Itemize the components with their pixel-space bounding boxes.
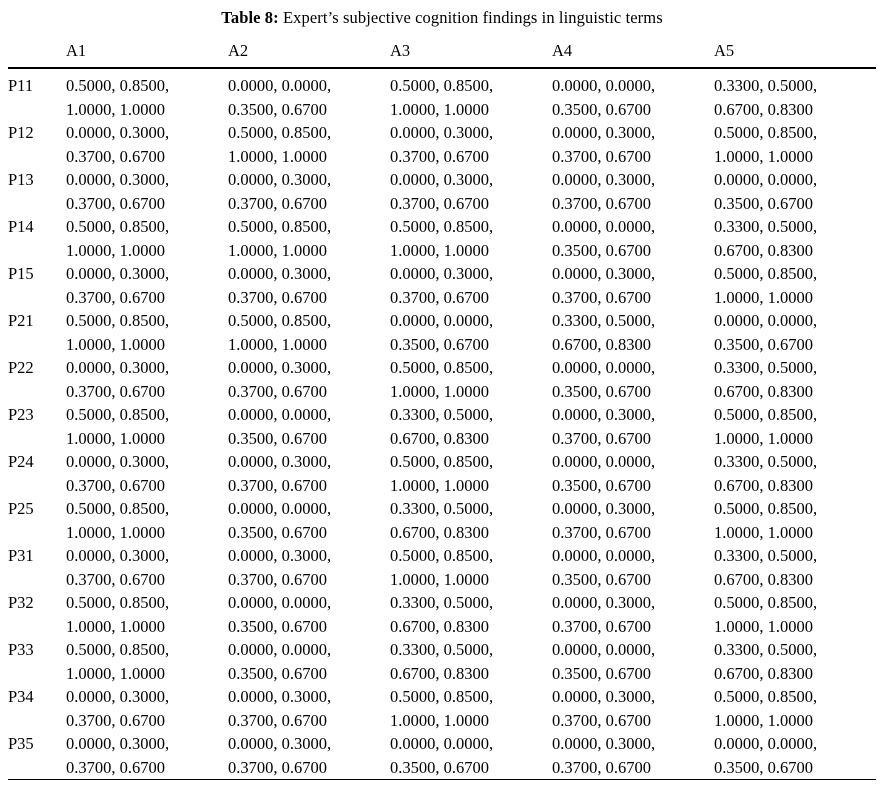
cell-a5: 0.3300, 0.5000, 0.6700, 0.8300 (714, 546, 818, 589)
cell-a3: 0.3300, 0.5000, 0.6700, 0.8300 (390, 640, 494, 683)
cell-a4: 0.0000, 0.0000, 0.3500, 0.6700 (552, 452, 656, 495)
row-label: P12 (8, 123, 34, 142)
row-label: P33 (8, 640, 34, 659)
cell-a4: 0.0000, 0.3000, 0.3700, 0.6700 (552, 405, 656, 448)
row-label: P21 (8, 311, 34, 330)
column-header-a2: A2 (228, 41, 249, 60)
cell-a1: 0.0000, 0.3000, 0.3700, 0.6700 (66, 264, 170, 307)
cell-a1: 0.0000, 0.3000, 0.3700, 0.6700 (66, 123, 170, 166)
cell-a3: 0.5000, 0.8500, 1.0000, 1.0000 (390, 687, 494, 730)
cell-a4: 0.0000, 0.0000, 0.3500, 0.6700 (552, 76, 656, 119)
cell-a1: 0.0000, 0.3000, 0.3700, 0.6700 (66, 687, 170, 730)
cell-a5: 0.3300, 0.5000, 0.6700, 0.8300 (714, 640, 818, 683)
cell-a4: 0.0000, 0.0000, 0.3500, 0.6700 (552, 358, 656, 401)
cell-a2: 0.0000, 0.3000, 0.3700, 0.6700 (228, 687, 332, 730)
table-caption-text: Expert’s subjective cognition findings in linguistic terms (282, 8, 663, 27)
row-label: P11 (8, 76, 34, 95)
cell-a4: 0.0000, 0.3000, 0.3700, 0.6700 (552, 499, 656, 542)
cell-a4: 0.0000, 0.3000, 0.3700, 0.6700 (552, 264, 656, 307)
cell-a2: 0.0000, 0.3000, 0.3700, 0.6700 (228, 734, 332, 777)
cell-a3: 0.5000, 0.8500, 1.0000, 1.0000 (390, 452, 494, 495)
cell-a3: 0.0000, 0.0000, 0.3500, 0.6700 (390, 734, 494, 777)
cell-a2: 0.0000, 0.0000, 0.3500, 0.6700 (228, 405, 332, 448)
cell-a2: 0.0000, 0.3000, 0.3700, 0.6700 (228, 546, 332, 589)
table-row (8, 638, 876, 685)
column-header-a4: A4 (552, 41, 573, 60)
table-row (8, 121, 876, 168)
table-caption-label: Table 8: (221, 8, 279, 27)
column-header-a1: A1 (66, 41, 87, 60)
cell-a2: 0.5000, 0.8500, 1.0000, 1.0000 (228, 123, 332, 166)
row-label: P25 (8, 499, 34, 518)
cell-a1: 0.5000, 0.8500, 1.0000, 1.0000 (66, 311, 170, 354)
cell-a3: 0.3300, 0.5000, 0.6700, 0.8300 (390, 499, 494, 542)
cell-a5: 0.5000, 0.8500, 1.0000, 1.0000 (714, 499, 818, 542)
cell-a5: 0.5000, 0.8500, 1.0000, 1.0000 (714, 593, 818, 636)
cell-a1: 0.5000, 0.8500, 1.0000, 1.0000 (66, 640, 170, 683)
cell-a5: 0.0000, 0.0000, 0.3500, 0.6700 (714, 170, 818, 213)
row-label: P15 (8, 264, 34, 283)
table-row (8, 497, 876, 544)
column-header-a5: A5 (714, 41, 735, 60)
cell-a5: 0.5000, 0.8500, 1.0000, 1.0000 (714, 264, 818, 307)
cell-a1: 0.0000, 0.3000, 0.3700, 0.6700 (66, 546, 170, 589)
cell-a1: 0.5000, 0.8500, 1.0000, 1.0000 (66, 593, 170, 636)
cell-a2: 0.0000, 0.0000, 0.3500, 0.6700 (228, 499, 332, 542)
cell-a3: 0.3300, 0.5000, 0.6700, 0.8300 (390, 405, 494, 448)
cell-a1: 0.5000, 0.8500, 1.0000, 1.0000 (66, 499, 170, 542)
cell-a4: 0.0000, 0.0000, 0.3500, 0.6700 (552, 640, 656, 683)
table-row (8, 732, 876, 780)
cell-a5: 0.5000, 0.8500, 1.0000, 1.0000 (714, 687, 818, 730)
cell-a5: 0.0000, 0.0000, 0.3500, 0.6700 (714, 734, 818, 777)
cell-a3: 0.5000, 0.8500, 1.0000, 1.0000 (390, 358, 494, 401)
cell-a3: 0.0000, 0.3000, 0.3700, 0.6700 (390, 170, 494, 213)
row-label: P32 (8, 593, 34, 612)
cell-a1: 0.5000, 0.8500, 1.0000, 1.0000 (66, 217, 170, 260)
cell-a3: 0.0000, 0.3000, 0.3700, 0.6700 (390, 123, 494, 166)
cell-a2: 0.0000, 0.3000, 0.3700, 0.6700 (228, 170, 332, 213)
cell-a3: 0.3300, 0.5000, 0.6700, 0.8300 (390, 593, 494, 636)
cell-a5: 0.3300, 0.5000, 0.6700, 0.8300 (714, 217, 818, 260)
table-caption (8, 8, 876, 28)
table-row (8, 262, 876, 309)
cell-a4: 0.0000, 0.0000, 0.3500, 0.6700 (552, 546, 656, 589)
cell-a4: 0.0000, 0.0000, 0.3500, 0.6700 (552, 217, 656, 260)
row-label: P13 (8, 170, 34, 189)
header-row (8, 36, 876, 68)
cell-a1: 0.5000, 0.8500, 1.0000, 1.0000 (66, 405, 170, 448)
cell-a1: 0.0000, 0.3000, 0.3700, 0.6700 (66, 452, 170, 495)
cell-a5: 0.3300, 0.5000, 0.6700, 0.8300 (714, 452, 818, 495)
cell-a3: 0.0000, 0.3000, 0.3700, 0.6700 (390, 264, 494, 307)
cell-a5: 0.0000, 0.0000, 0.3500, 0.6700 (714, 311, 818, 354)
cell-a5: 0.3300, 0.5000, 0.6700, 0.8300 (714, 358, 818, 401)
cell-a4: 0.3300, 0.5000, 0.6700, 0.8300 (552, 311, 656, 354)
cell-a2: 0.0000, 0.3000, 0.3700, 0.6700 (228, 264, 332, 307)
cell-a5: 0.5000, 0.8500, 1.0000, 1.0000 (714, 123, 818, 166)
cell-a4: 0.0000, 0.3000, 0.3700, 0.6700 (552, 687, 656, 730)
table-row (8, 74, 876, 121)
cell-a2: 0.0000, 0.0000, 0.3500, 0.6700 (228, 640, 332, 683)
row-label: P14 (8, 217, 34, 236)
row-label: P23 (8, 405, 34, 424)
column-header-a3: A3 (390, 41, 411, 60)
cell-a1: 0.0000, 0.3000, 0.3700, 0.6700 (66, 358, 170, 401)
table-bottom-rule (8, 780, 876, 781)
table-header (8, 36, 876, 68)
table-row (8, 168, 876, 215)
cell-a3: 0.5000, 0.8500, 1.0000, 1.0000 (390, 546, 494, 589)
cell-a4: 0.0000, 0.3000, 0.3700, 0.6700 (552, 170, 656, 213)
row-label: P24 (8, 452, 34, 471)
cell-a1: 0.5000, 0.8500, 1.0000, 1.0000 (66, 76, 170, 119)
table-body (8, 69, 876, 781)
row-label: P35 (8, 734, 34, 753)
cell-a2: 0.5000, 0.8500, 1.0000, 1.0000 (228, 217, 332, 260)
cell-a2: 0.0000, 0.0000, 0.3500, 0.6700 (228, 593, 332, 636)
cell-a4: 0.0000, 0.3000, 0.3700, 0.6700 (552, 593, 656, 636)
cell-a3: 0.5000, 0.8500, 1.0000, 1.0000 (390, 76, 494, 119)
cell-a4: 0.0000, 0.3000, 0.3700, 0.6700 (552, 123, 656, 166)
cell-a2: 0.5000, 0.8500, 1.0000, 1.0000 (228, 311, 332, 354)
table-row (8, 544, 876, 591)
table-row (8, 215, 876, 262)
table-row (8, 403, 876, 450)
cognition-findings-table (8, 36, 876, 780)
cell-a3: 0.5000, 0.8500, 1.0000, 1.0000 (390, 217, 494, 260)
cell-a1: 0.0000, 0.3000, 0.3700, 0.6700 (66, 734, 170, 777)
table-row (8, 450, 876, 497)
row-label: P34 (8, 687, 34, 706)
table-row (8, 356, 876, 403)
cell-a5: 0.3300, 0.5000, 0.6700, 0.8300 (714, 76, 818, 119)
cell-a4: 0.0000, 0.3000, 0.3700, 0.6700 (552, 734, 656, 777)
row-label: P31 (8, 546, 34, 565)
column-header-0 (8, 36, 66, 68)
cell-a1: 0.0000, 0.3000, 0.3700, 0.6700 (66, 170, 170, 213)
table-row (8, 685, 876, 732)
cell-a2: 0.0000, 0.3000, 0.3700, 0.6700 (228, 358, 332, 401)
cell-a2: 0.0000, 0.3000, 0.3700, 0.6700 (228, 452, 332, 495)
row-label: P22 (8, 358, 34, 377)
table-row (8, 309, 876, 356)
cell-a2: 0.0000, 0.0000, 0.3500, 0.6700 (228, 76, 332, 119)
cell-a5: 0.5000, 0.8500, 1.0000, 1.0000 (714, 405, 818, 448)
table-row (8, 591, 876, 638)
cell-a3: 0.0000, 0.0000, 0.3500, 0.6700 (390, 311, 494, 354)
